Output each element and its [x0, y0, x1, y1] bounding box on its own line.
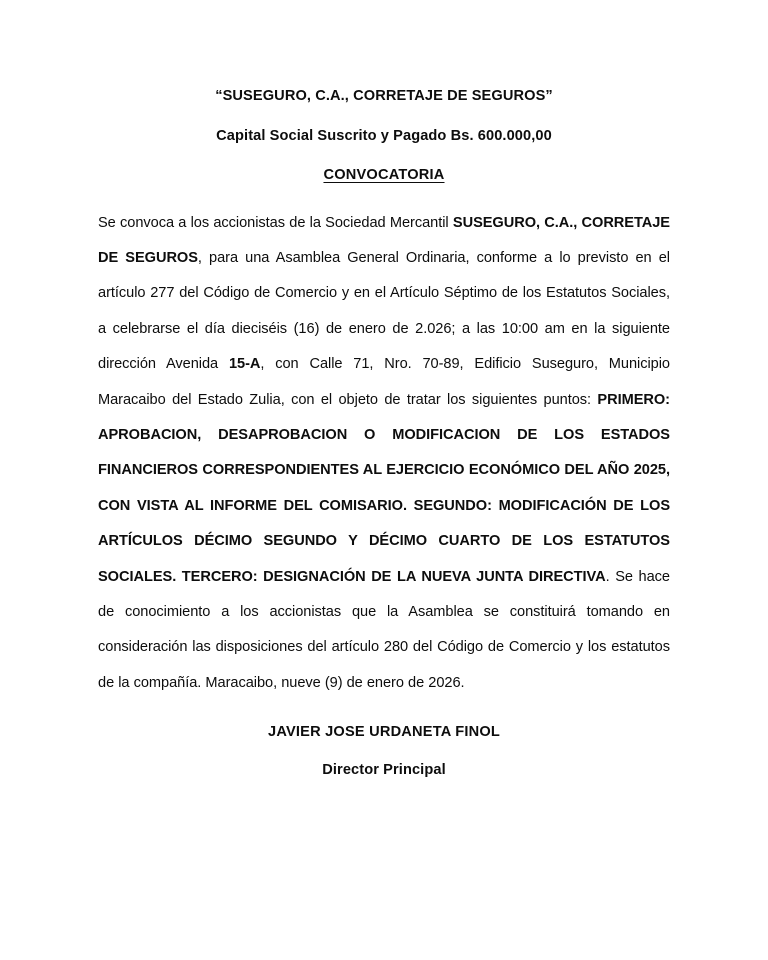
body-intro-text-3: , con Calle 71, Nro. 70-89, Edificio Suseguro, Municipio Maracaibo del Estado Zulia, con el objeto de tratar los siguientes puntos: — [98, 356, 670, 408]
agenda-items-bold: PRIMERO: APROBACION, DESAPROBACION O MODIFICACION DE LOS ESTADOS FINANCIEROS CORRESPONDIENTES AL EJERCICIO ECONÓMICO DEL AÑO 2025, CON VISTA AL INFORME DEL COMISARIO. SEGUNDO: MODIFICACIÓN DE LOS ARTÍCULOS DÉCIMO SEGUNDO Y DÉCIMO CUARTO DE LOS ESTATUTOS SOCIALES. TERCERO: DESIGNACIÓN DE LA NUEVA JUNTA DIRECTIVA — [98, 391, 670, 585]
body-closing-text: . Se hace de conocimiento a los accionistas que la Asamblea se constituirá tomando en consideración las disposiciones del artículo 280 del Código de Comercio y los estatutos de la compañía. Maracaibo, nueve (9) de enero de 2026. — [98, 568, 670, 691]
signatory-role: Director Principal — [322, 762, 446, 779]
convocatoria-body-paragraph — [98, 185, 670, 702]
page-title: “SUSEGURO, C.A., CORRETAJE DE SEGUROS” — [215, 88, 553, 104]
document-text-column — [98, 0, 670, 780]
signatory-name: JAVIER JOSE URDANETA FINOL — [268, 724, 500, 741]
signature-block — [98, 701, 670, 779]
company-name-bold: SUSEGURO, C.A., CORRETAJE DE SEGUROS — [98, 214, 670, 266]
capital-social-subtitle: Capital Social Suscrito y Pagado Bs. 600.000,00 — [216, 127, 552, 144]
body-intro-text-2: , para una Asamblea General Ordinaria, conforme a lo previsto en el artículo 277 del Código de Comercio y en el Artículo Séptimo de los Estatutos Sociales, a celebrarse el día dieciséis (16) de enero de 2.026; a las 10:00 am en la siguiente dirección Avenida — [98, 249, 670, 373]
address-avenue-number: 15-A — [228, 356, 261, 373]
section-title-convocatoria: CONVOCATORIA — [323, 167, 445, 183]
body-intro-text-1: Se convoca a los accionistas de la Sociedad Mercantil — [98, 214, 453, 231]
document-header — [98, 0, 670, 185]
